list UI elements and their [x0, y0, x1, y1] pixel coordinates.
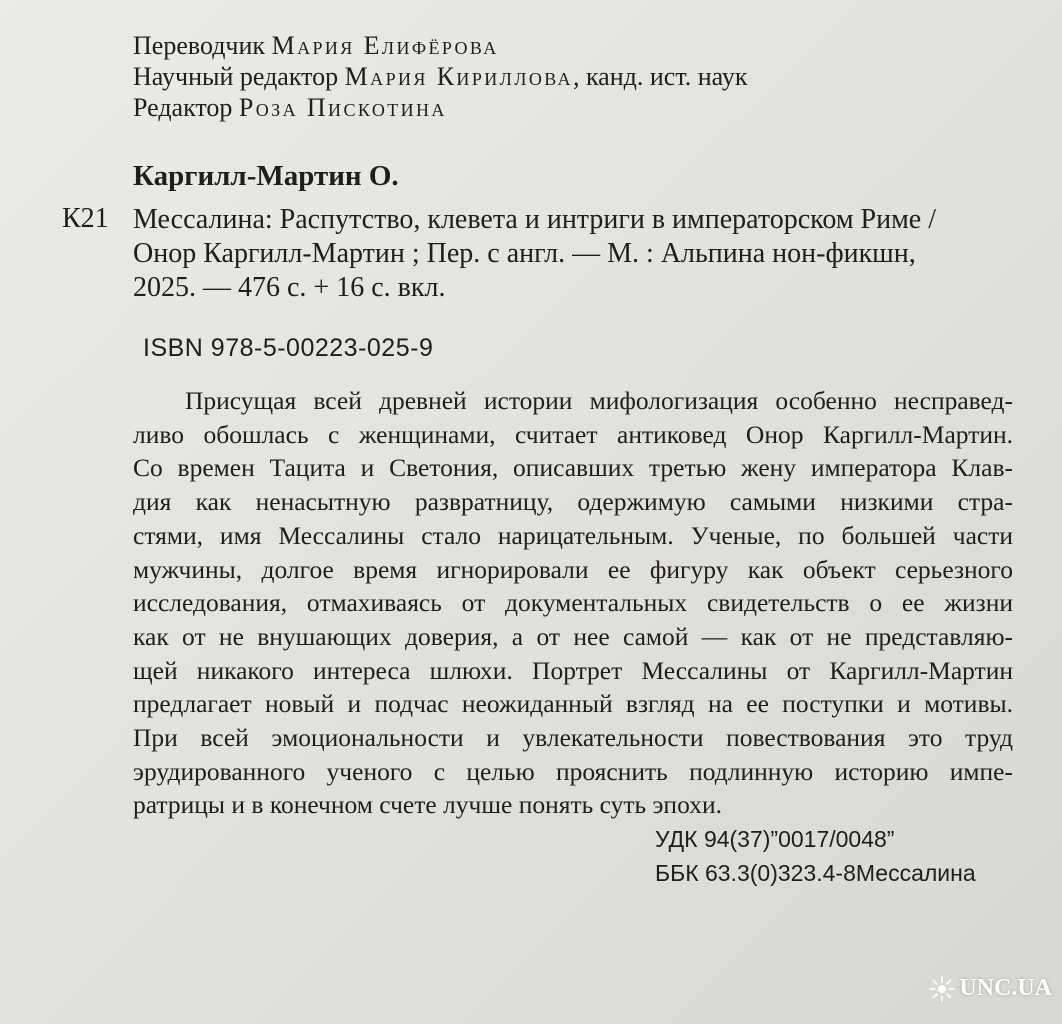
- annotation-line: как от не внушающих доверия, а от нее самой — как от не представляю-: [133, 621, 1013, 651]
- biblio-line: Мессалина: Распутство, клевета и интриги в императорском Риме /: [133, 204, 937, 235]
- scientific-editor-label: Научный редактор: [133, 62, 339, 91]
- annotation-line: ратрицы и в конечном счете лучше понять суть эпохи.: [133, 790, 722, 820]
- annotation-line: Со времен Тацита и Светония, описавших третью жену императора Клав-: [133, 453, 1013, 483]
- annotation-line: стями, имя Мессалины стало нарицательным. Ученые, по большей части: [133, 520, 1013, 550]
- classification-codes: [655, 822, 976, 890]
- scientific-editor-degree: , канд. ист. наук: [572, 62, 748, 91]
- isbn: ISBN 978-5-00223-025-9: [143, 334, 434, 362]
- annotation-paragraph: [133, 384, 1013, 822]
- credits-block: [133, 30, 748, 123]
- biblio-line: Онор Каргилл-Мартин ; Пер. с англ. — М. : Альпина нон-фикшн,: [133, 238, 916, 269]
- editor-label: Редактор: [133, 93, 233, 122]
- annotation-line: дия как ненасытную развратницу, одержимую самыми низкими стра-: [133, 487, 1013, 517]
- udk-code: УДК 94(37)”0017/0048”: [655, 826, 895, 852]
- annotation-line: щей никакого интереса шлюхи. Портрет Мессалины от Каргилл-Мартин: [133, 655, 1013, 685]
- annotation-line: При всей эмоциональности и увлекательности повествования это труд: [133, 723, 1013, 753]
- translator-line: [133, 30, 748, 61]
- watermark: [929, 975, 1052, 1002]
- annotation-line: мужчины, долгое время игнорировали ее фигуру как объект серьезного: [133, 554, 1013, 584]
- scientific-editor-line: [133, 61, 748, 92]
- translator-label: Переводчик: [133, 31, 266, 60]
- biblio-line: 2025. — 476 с. + 16 с. вкл.: [133, 272, 446, 303]
- editor-line: [133, 92, 748, 123]
- bibliographic-description: [133, 203, 1023, 305]
- annotation-line: предлагает новый и подчас неожиданный взгляд на ее поступки и мотивы.: [133, 689, 1013, 719]
- translator-name: Мария Елифёрова: [271, 31, 499, 60]
- bbk-code: ББК 63.3(0)323.4-8Мессалина: [655, 860, 976, 886]
- editor-name: Роза Пискотина: [238, 93, 447, 122]
- annotation-line: ливо обошлась с женщинами, считает антиковед Онор Каргилл-Мартин.: [133, 419, 1013, 449]
- scientific-editor-name: Мария Кириллова: [344, 62, 573, 91]
- watermark-text: UNC.UA: [959, 975, 1052, 1001]
- annotation-line: исследования, отмахиваясь от документальных свидетельств о ее жизни: [133, 588, 1013, 618]
- annotation-line: эрудированного ученого с целью прояснить подлинную историю импе-: [133, 756, 1013, 786]
- annotation-line: Присущая всей древней истории мифологизация особенно несправед-: [185, 386, 1013, 415]
- author-mark-code: К21: [62, 203, 109, 234]
- sun-logo-icon: [929, 976, 955, 1002]
- author-heading: Каргилл-Мартин О.: [133, 160, 399, 192]
